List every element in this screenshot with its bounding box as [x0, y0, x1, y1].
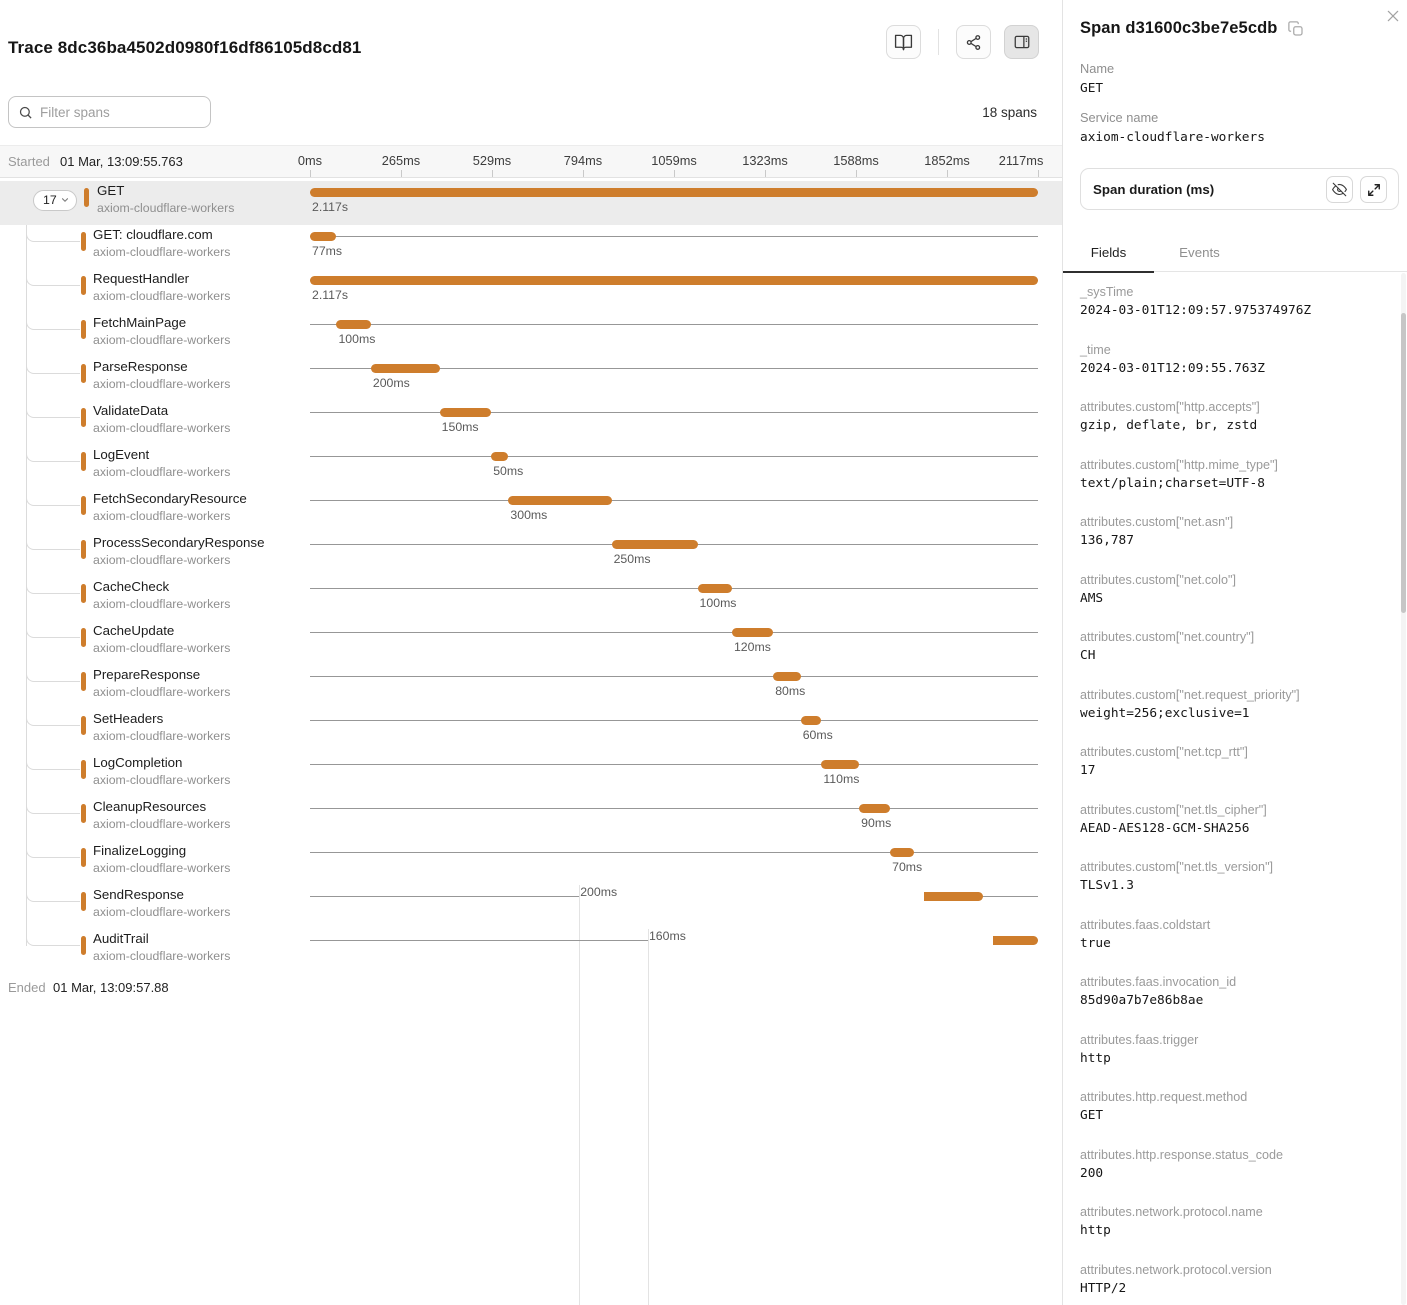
span-color-tick [81, 364, 86, 383]
span-service-name: axiom-cloudflare-workers [93, 376, 231, 391]
span-track-line [310, 852, 1038, 853]
span-color-tick [81, 716, 86, 735]
span-bar[interactable] [612, 540, 698, 549]
span-bar[interactable] [859, 804, 890, 813]
field-value: HTTP/2 [1080, 1280, 1127, 1296]
span-detail-panel [1062, 0, 1407, 1305]
timeline-tick-label: 0ms [297, 153, 323, 168]
span-row[interactable] [0, 445, 1062, 489]
span-color-tick [81, 276, 86, 295]
span-track-line [310, 676, 1038, 677]
span-bar[interactable] [773, 672, 801, 681]
span-row[interactable] [0, 929, 1062, 973]
span-row[interactable] [0, 357, 1062, 401]
field-value: TLSv1.3 [1080, 878, 1134, 893]
timeline-tick-label: 529ms [472, 153, 512, 168]
span-duration: 110ms [823, 772, 860, 786]
span-color-tick [81, 628, 86, 647]
span-bar[interactable] [890, 848, 914, 857]
span-color-tick [81, 936, 86, 955]
span-duration: 250ms [613, 552, 651, 566]
span-track-line [310, 808, 1038, 809]
span-row[interactable] [0, 225, 1062, 269]
field-key: attributes.faas.invocation_id [1080, 975, 1237, 989]
span-name: PrepareResponse [93, 667, 201, 682]
span-row[interactable] [0, 753, 1062, 797]
span-color-tick [81, 804, 86, 823]
span-color-tick [81, 320, 86, 339]
timeline-tick-label: 1852ms [924, 153, 970, 168]
field-key: attributes.custom["net.tcp_rtt"] [1080, 745, 1248, 759]
close-icon[interactable] [1385, 7, 1403, 25]
timeline-tick-label: 2117ms [998, 153, 1044, 168]
ended-value: 01 Mar, 13:09:57.88 [53, 980, 169, 995]
span-service-name: axiom-cloudflare-workers [93, 640, 231, 655]
span-bar[interactable] [508, 496, 611, 505]
tab-events[interactable]: Events [1179, 245, 1220, 260]
span-name: SendResponse [93, 887, 184, 902]
span-bar[interactable] [732, 628, 773, 637]
field-key: attributes.http.response.status_code [1080, 1147, 1284, 1162]
field-key: attributes.custom["net.request_priority"] [1080, 687, 1300, 702]
span-row[interactable] [0, 577, 1062, 621]
span-duration: 50ms [493, 464, 524, 478]
span-name: GET [97, 183, 125, 198]
field-key: attributes.custom["http.accepts"] [1080, 400, 1260, 414]
span-duration: 90ms [861, 816, 892, 830]
span-name: ParseResponse [93, 359, 188, 374]
span-duration: 160ms [648, 929, 993, 1305]
timeline-tick-label: 265ms [381, 153, 421, 168]
span-color-tick [81, 848, 86, 867]
span-bar[interactable] [310, 276, 1038, 285]
span-duration: 300ms [510, 508, 548, 522]
detail-tabs [1063, 233, 1407, 272]
span-row[interactable] [0, 269, 1062, 313]
span-service-name: axiom-cloudflare-workers [97, 200, 235, 215]
timeline-tick-label: 794ms [563, 153, 603, 168]
span-bar[interactable] [310, 188, 1038, 197]
span-bar[interactable] [801, 716, 822, 725]
span-color-tick [84, 188, 89, 207]
name-label: Name [1080, 61, 1115, 76]
span-detail-title: Span d31600c3be7e5cdb [1080, 19, 1278, 37]
span-name: SetHeaders [93, 711, 164, 726]
span-row[interactable] [0, 709, 1062, 753]
field-key: attributes.custom["net.tls_cipher"] [1080, 802, 1267, 817]
span-name: FetchSecondaryResource [93, 491, 247, 506]
span-service-name: axiom-cloudflare-workers [93, 772, 231, 787]
span-row[interactable] [0, 489, 1062, 533]
field-key: attributes.faas.trigger [1080, 1032, 1199, 1047]
field-value: weight=256;exclusive=1 [1080, 705, 1250, 721]
span-service-name: axiom-cloudflare-workers [93, 816, 231, 831]
collapse-children-chip[interactable] [33, 190, 77, 211]
span-duration-card [1080, 168, 1399, 210]
field-value: 17 [1080, 763, 1096, 778]
field-key: attributes.http.request.method [1080, 1090, 1248, 1104]
field-key: attributes.network.protocol.version [1080, 1262, 1272, 1277]
service-name-label: Service name [1080, 110, 1159, 125]
field-value: GET [1080, 1108, 1104, 1123]
field-value: CH [1080, 648, 1096, 663]
span-name: AuditTrail [93, 931, 149, 946]
timeline-tick-label: 1588ms [833, 153, 879, 168]
field-value: 2024-03-01T12:09:55.763Z [1080, 360, 1265, 376]
expand-icon [1367, 183, 1381, 197]
span-duration: 100ms [338, 332, 376, 346]
span-bar[interactable] [336, 320, 370, 329]
span-name: RequestHandler [93, 271, 190, 286]
span-duration: 2.117s [312, 288, 349, 302]
span-color-tick [81, 452, 86, 471]
span-track-line [310, 324, 1038, 325]
span-name: LogEvent [93, 447, 150, 462]
span-bar[interactable] [310, 232, 336, 241]
page-title: Trace 8dc36ba4502d0980f16df86105d8cd81 [8, 38, 362, 57]
span-track-line [310, 456, 1038, 457]
span-bar[interactable] [821, 760, 859, 769]
span-service-name: axiom-cloudflare-workers [93, 332, 231, 347]
span-name: FetchMainPage [93, 315, 187, 330]
span-row[interactable] [0, 841, 1062, 885]
expand-chart-button[interactable] [1360, 176, 1387, 203]
span-duration: 80ms [775, 684, 806, 698]
span-duration: 2.117s [312, 200, 349, 214]
span-track-line [310, 632, 1038, 633]
span-track-line [310, 764, 1038, 765]
span-name: GET: cloudflare.com [93, 227, 213, 242]
span-duration: 200ms [579, 885, 924, 1305]
span-service-name: axiom-cloudflare-workers [93, 728, 231, 743]
timeline-tick-label: 1323ms [742, 153, 788, 168]
name-value: GET [1080, 81, 1104, 96]
span-duration: 77ms [312, 244, 343, 258]
span-service-name: axiom-cloudflare-workers [93, 508, 231, 523]
span-duration: 70ms [892, 860, 923, 874]
span-service-name: axiom-cloudflare-workers [93, 552, 231, 567]
scrollbar-thumb[interactable] [1401, 313, 1406, 613]
field-key: attributes.network.protocol.name [1080, 1205, 1263, 1219]
span-track-line [310, 412, 1038, 413]
span-track-line [310, 500, 1038, 501]
span-row[interactable] [0, 621, 1062, 665]
field-value: 136,787 [1080, 533, 1134, 548]
span-service-name: axiom-cloudflare-workers [93, 684, 231, 699]
span-color-tick [81, 760, 86, 779]
field-value: AMS [1080, 590, 1104, 606]
span-row[interactable] [0, 181, 1062, 225]
field-key: _sysTime [1080, 285, 1134, 299]
field-key: attributes.custom["net.asn"] [1080, 515, 1234, 529]
field-key: attributes.custom["net.tls_version"] [1080, 860, 1274, 874]
span-color-tick [81, 540, 86, 559]
started-label: Started [8, 154, 50, 169]
field-key: attributes.custom["net.country"] [1080, 630, 1255, 644]
field-value: text/plain;charset=UTF-8 [1080, 475, 1265, 491]
span-color-tick [81, 232, 86, 251]
hide-chart-button[interactable] [1326, 176, 1353, 203]
span-row[interactable] [0, 401, 1062, 445]
span-color-tick [81, 408, 86, 427]
span-duration: 200ms [372, 376, 410, 390]
span-color-tick [81, 892, 86, 911]
span-row[interactable] [0, 313, 1062, 357]
span-service-name: axiom-cloudflare-workers [93, 464, 231, 479]
eye-off-icon [1332, 182, 1347, 197]
span-service-name: axiom-cloudflare-workers [93, 244, 231, 259]
span-duration: 120ms [733, 640, 771, 654]
field-value: 85d90a7b7e86b8ae [1080, 993, 1204, 1008]
span-service-name: axiom-cloudflare-workers [93, 420, 231, 435]
span-row[interactable] [0, 533, 1062, 577]
span-row[interactable] [0, 885, 1062, 929]
field-key: _time [1080, 342, 1111, 357]
span-bar[interactable] [491, 452, 508, 461]
span-service-name: axiom-cloudflare-workers [93, 596, 231, 611]
field-key: attributes.faas.coldstart [1080, 917, 1211, 932]
span-color-tick [81, 496, 86, 515]
field-value: AEAD-AES128-GCM-SHA256 [1080, 820, 1250, 836]
span-name: LogCompletion [93, 755, 183, 770]
span-service-name: axiom-cloudflare-workers [93, 860, 231, 875]
started-value: 01 Mar, 13:09:55.763 [60, 154, 183, 169]
field-value: 200 [1080, 1165, 1104, 1181]
span-track-line [310, 588, 1038, 589]
span-name: CacheUpdate [93, 623, 175, 638]
span-row[interactable] [0, 665, 1062, 709]
service-name-value: axiom-cloudflare-workers [1080, 130, 1265, 145]
field-key: attributes.custom["http.mime_type"] [1080, 457, 1278, 472]
field-value: http [1080, 1050, 1111, 1066]
span-row[interactable] [0, 797, 1062, 841]
ended-label: Ended [8, 980, 46, 995]
span-service-name: axiom-cloudflare-workers [93, 288, 231, 303]
field-key: attributes.custom["net.colo"] [1080, 572, 1236, 587]
span-duration: 60ms [802, 728, 833, 742]
span-track-line [310, 236, 1038, 237]
copy-icon[interactable] [1287, 20, 1305, 38]
field-value: 2024-03-01T12:09:57.975374976Z [1080, 303, 1312, 318]
span-duration: 100ms [699, 596, 737, 610]
collapse-count: 17 [43, 193, 57, 207]
span-service-name: axiom-cloudflare-workers [93, 904, 231, 919]
span-color-tick [81, 672, 86, 691]
span-duration: 150ms [441, 420, 479, 434]
field-value: gzip, deflate, br, zstd [1080, 418, 1258, 433]
span-duration-label: Span duration (ms) [1093, 182, 1215, 197]
timeline-tick-label: 1059ms [651, 153, 697, 168]
span-color-tick [81, 584, 86, 603]
spans-count: 18 spans [982, 105, 1037, 120]
span-bar[interactable] [440, 408, 492, 417]
span-name: FinalizeLogging [93, 843, 187, 858]
field-value: http [1080, 1223, 1111, 1238]
tab-fields[interactable]: Fields [1063, 233, 1154, 272]
span-name: CacheCheck [93, 579, 170, 594]
span-bar[interactable] [371, 364, 440, 373]
span-service-name: axiom-cloudflare-workers [93, 948, 231, 963]
span-bar[interactable] [914, 892, 983, 901]
span-name: CleanupResources [93, 799, 207, 814]
span-name: ValidateData [93, 403, 169, 418]
span-name: ProcessSecondaryResponse [93, 535, 265, 550]
span-track-line [310, 720, 1038, 721]
field-value: true [1080, 935, 1111, 951]
span-bar[interactable] [698, 584, 732, 593]
chevron-down-icon [60, 195, 70, 205]
